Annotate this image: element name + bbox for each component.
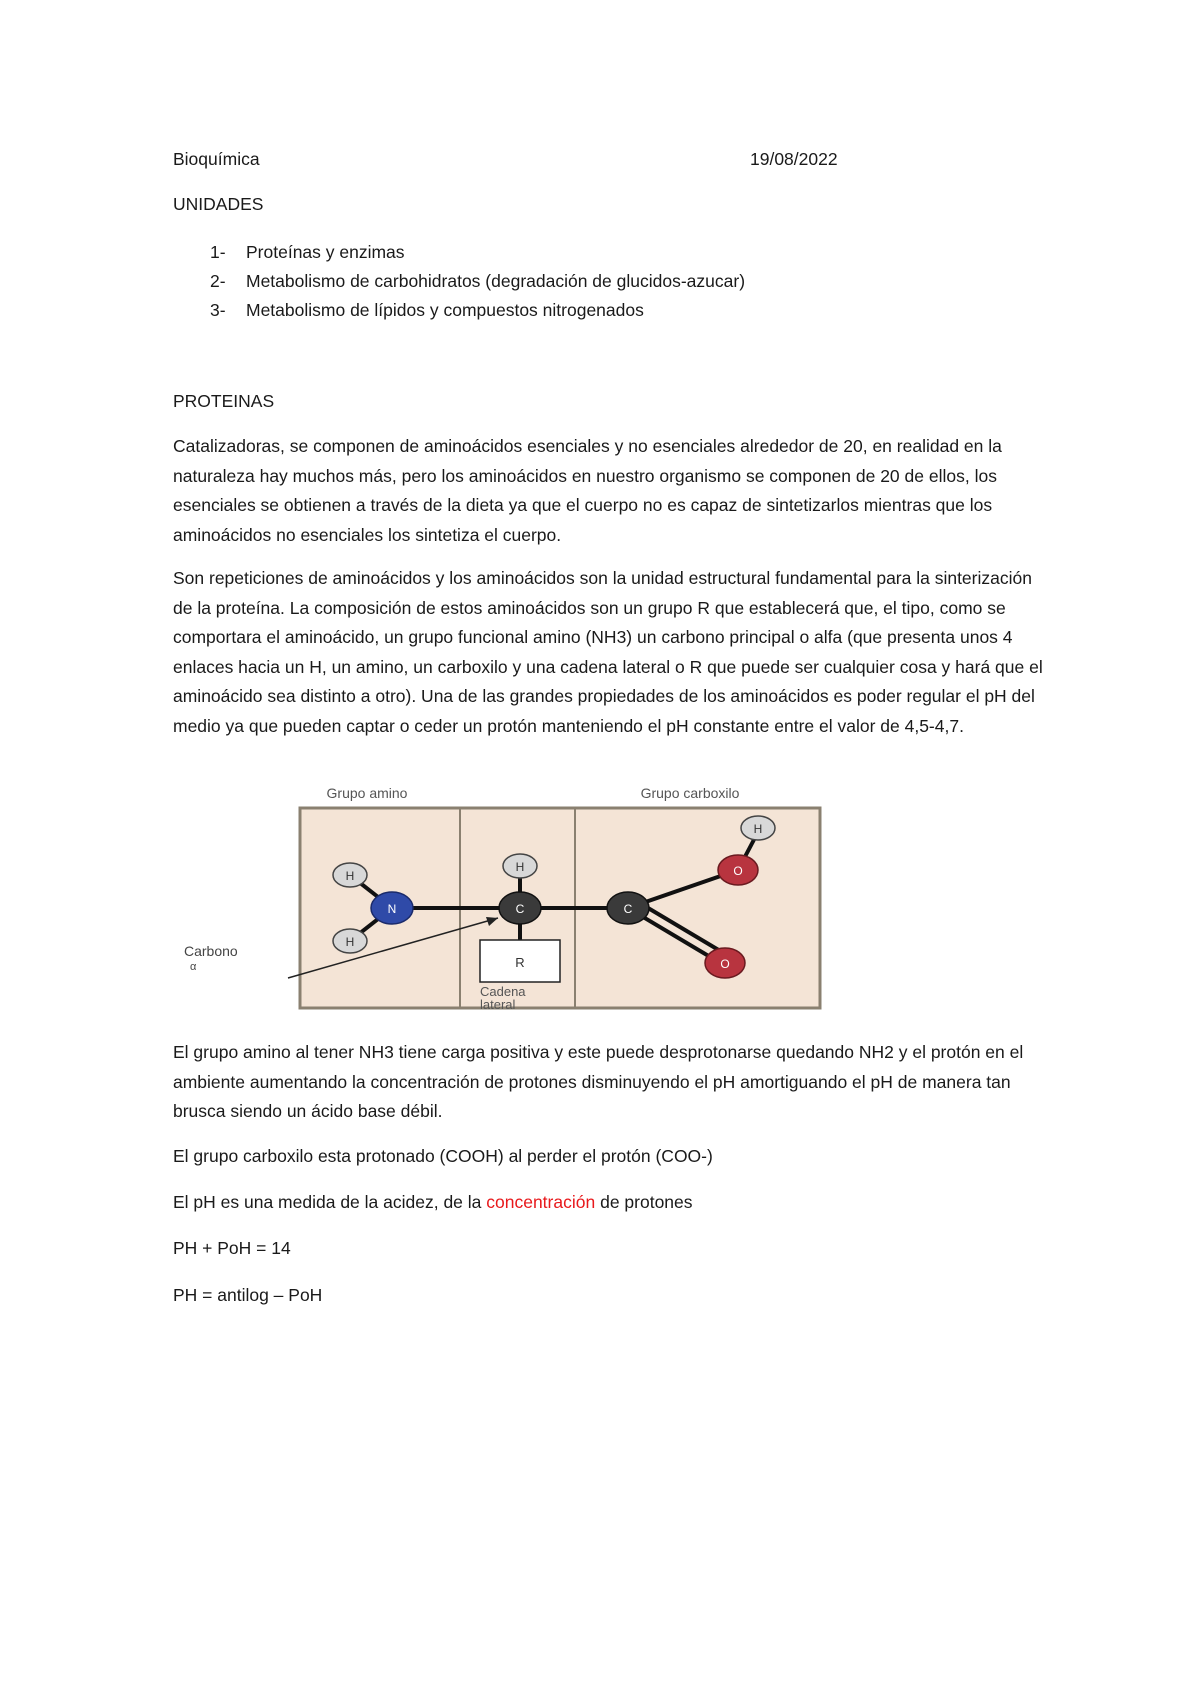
list-item-text: Metabolismo de lípidos y compuestos nitrogenados	[246, 300, 644, 320]
svg-text:H: H	[515, 860, 525, 874]
list-item-number: 2-	[210, 271, 226, 291]
svg-text:O: O	[733, 864, 743, 878]
highlighted-word: concentración	[486, 1192, 596, 1212]
paragraph-catalizadoras: Catalizadoras, se componen de aminoácidos esenciales y no esenciales alrededor de 20, en realidad en la naturaleza hay muchos más, pero los aminoácidos en nuestro organismo se componen de 20 de ellos, los esenciales se obtienen a través de la dieta ya que el cuerpo no es capaz de sintetizarlos mientras que los aminoácidos no esenciales los sintetiza el cuerpo.	[173, 436, 1002, 545]
proteins-heading: PROTEINAS	[173, 391, 275, 411]
paragraph-grupo-carboxilo: El grupo carboxilo esta protonado (COOH) al perder el protón (COO-)	[173, 1146, 713, 1166]
alpha-carbon-label: C	[515, 902, 525, 916]
carboxyl-carbon-label: C	[623, 902, 633, 916]
svg-text:H: H	[753, 822, 763, 836]
carboxyl-group-label: Grupo carboxilo	[640, 785, 740, 801]
side-chain-label: Cadena	[480, 984, 526, 999]
list-item-number: 3-	[210, 300, 226, 320]
list-item-text: Proteínas y enzimas	[246, 242, 405, 262]
equation-ph-antilog: PH = antilog – PoH	[173, 1285, 323, 1305]
nitrogen-label: N	[387, 902, 397, 916]
amino-acid-structure-figure	[180, 778, 830, 1013]
alpha-symbol: α	[190, 961, 197, 973]
paragraph-composicion: Son repeticiones de aminoácidos y los aminoácidos son la unidad estructural fundamental para la sinterización de la proteína. La composición de estos aminoácidos son un grupo R que establecerá que, el tipo, como se comportara el aminoácido, un grupo funcional amino (NH3) un carbono principal o alfa (que presenta unos 4 enlaces hacia un H, un amino, un carboxilo y una cadena lateral o R que puede ser cualquier cosa y hará que el aminoácido sea distinto a otro). Una de las grandes propiedades de los aminoácidos es poder regular el pH del medio ya que pueden captar o ceder un protón manteniendo el pH constante entre el valor de 4,5-4,7.	[173, 568, 1043, 736]
equation-ph-sum: PH + PoH = 14	[173, 1238, 291, 1258]
paragraph-grupo-amino: El grupo amino al tener NH3 tiene carga positiva y este puede desprotonarse quedando NH2 y el protón en el ambiente aumentando la concentración de protones disminuyendo el pH amortiguando el pH de manera tan brusca siendo un ácido base débil.	[173, 1042, 1024, 1121]
list-item-number: 1-	[210, 242, 226, 262]
list-item-text: Metabolismo de carbohidratos (degradación de glucidos-azucar)	[246, 271, 746, 291]
svg-text:O: O	[720, 957, 730, 971]
units-heading: UNIDADES	[173, 194, 264, 214]
alpha-carbon-caption: Carbono	[184, 943, 238, 959]
svg-text:H: H	[345, 935, 355, 949]
r-group-label: R	[515, 955, 525, 970]
amino-group-label: Grupo amino	[326, 785, 408, 801]
side-chain-label: lateral	[480, 997, 516, 1012]
paragraph-ph-definition: El pH es una medida de la acidez, de la concentración de protones	[173, 1192, 693, 1212]
document-date: 19/08/2022	[750, 149, 838, 169]
subject-title: Bioquímica	[173, 149, 260, 169]
svg-text:H: H	[345, 869, 355, 883]
